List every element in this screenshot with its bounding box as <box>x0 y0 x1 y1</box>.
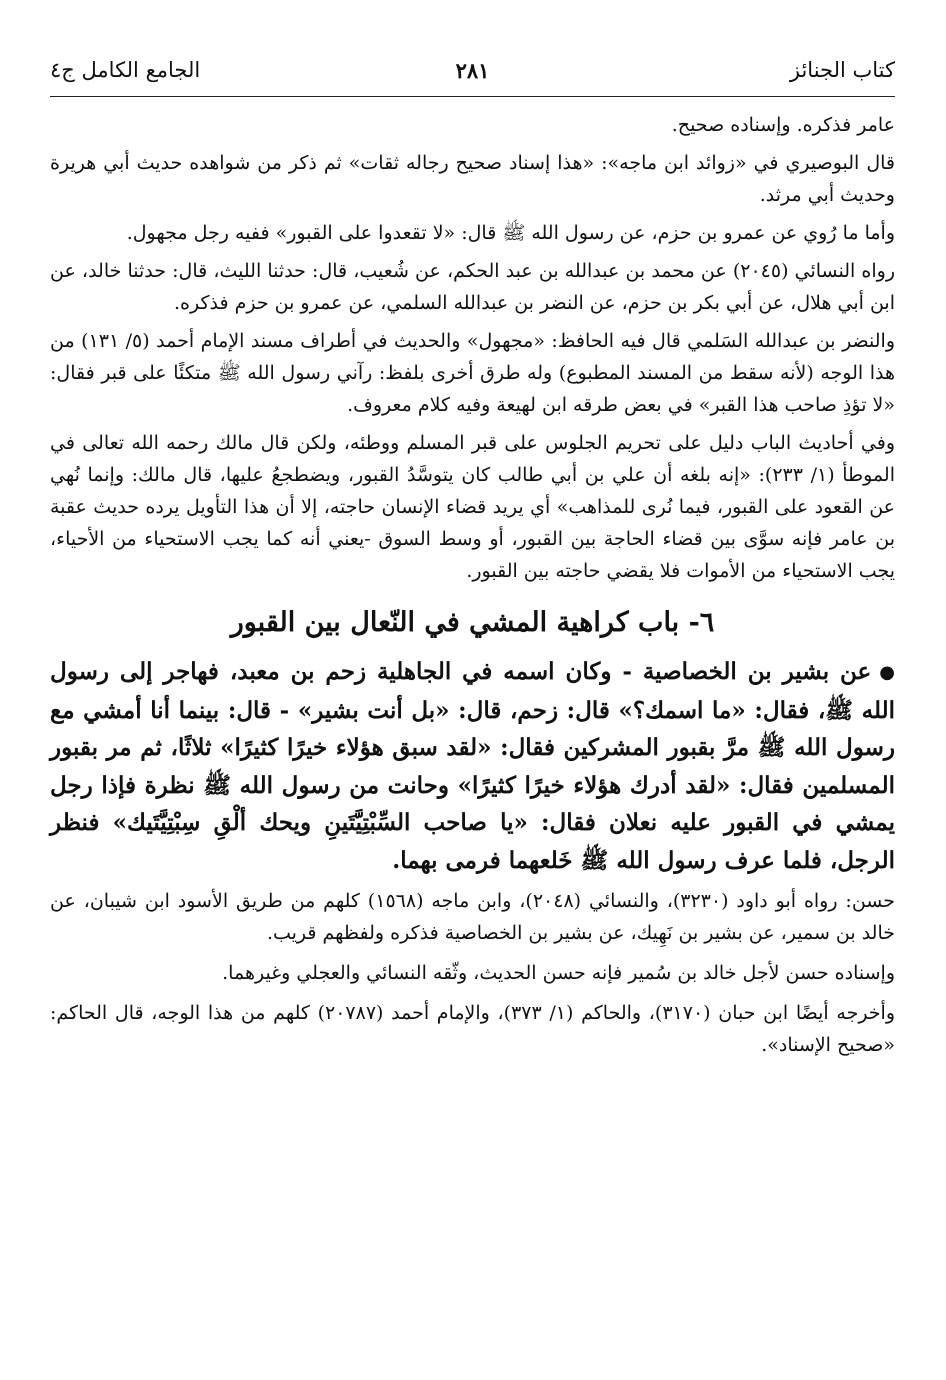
main-hadith <box>50 653 895 879</box>
paragraph: رواه النسائي (٢٠٤٥) عن محمد بن عبدالله بن عبد الحكم، عن شُعيب، قال: حدثنا الليث، قال: حدثنا خالد، عن ابن أبي هلال، عن أبي بكر بن حزم، عن النضر بن عبدالله السلمي، عن عمرو بن حزم فذكره. <box>50 260 895 314</box>
takhrij-paragraph: وإسناده حسن لأجل خالد بن سُمير فإنه حسن الحديث، وثّقه النسائي والعجلي وغيرهما. <box>222 962 895 985</box>
paragraph: والنضر بن عبدالله السَلمي قال فيه الحافظ: «مجهول» والحديث في أطراف مسند الإمام أحمد (٥/ ١٣١) من هذا الوجه (لأنه سقط من المسند المطبوع) وله طرق أخرى بلفظ: رآني رسول الله ﷺ متكئًا على قبر فقال: «لا تؤذِ صاحب هذا القبر» في بعض طرقه ابن لهيعة وفيه كلام معروف. <box>50 330 895 416</box>
takhrij-paragraph: حسن: رواه أبو داود (٣٢٣٠)، والنسائي (٢٠٤٨)، وابن ماجه (١٥٦٨) كلهم من طريق الأسود ابن شيبان، عن خالد بن سمير، عن بشير بن نَهِيك، عن بشير بن الخصاصية فذكره ولفظهم قريب. <box>50 890 895 945</box>
paragraph: قال البوصيري في «زوائد ابن ماجه»: «هذا إسناد صحيح رجاله ثقات» ثم ذكر من شواهده حديث أبي هريرة وحديث أبي مرثد. <box>50 152 895 206</box>
page-number: ٢٨١ <box>455 58 490 83</box>
bullet-icon: ● <box>879 662 895 684</box>
takhrij-paragraph: وأخرجه أيضًا ابن حبان (٣١٧٠)، والحاكم (١/ ٣٧٣)، والإمام أحمد (٢٠٧٨٧) كلهم من هذا الوجه، قال الحاكم: «صحيح الإسناد». <box>50 1002 896 1057</box>
paragraph: عامر فذكره. وإسناده صحيح. <box>671 114 895 136</box>
chapter-title: كتاب الجنائز <box>789 58 895 82</box>
section-heading: ٦- باب كراهية المشي في النّعال بين القبور <box>230 607 715 638</box>
page-header <box>50 48 895 97</box>
paragraph: وفي أحاديث الباب دليل على تحريم الجلوس على قبر المسلم ووطئه، ولكن قال مالك رحمه الله تعالى في الموطأ (١/ ٢٣٣): «إنه بلغه أن علي بن أبي طالب كان يتوسَّدُ القبور، ويضطجعُ عليها، قال مالك: وإنما نُهي عن القعود على القبور، فيما نُرى للمذاهب» أي يريد قضاء الإنسان حاجته، إلا أن هذا التأويل يرده حديث عقبة بن عامر فإنه سوَّى بين قضاء الحاجة بين القبور، أو وسط السوق -يعني أنه كما يجب الاستحياء من الأحياء، يجب الاستحياء من الأموات فلا يقضي حاجته بين القبور. <box>50 432 895 582</box>
book-title: الجامع الكامل ج٤ <box>50 58 201 82</box>
book-page <box>50 48 895 1069</box>
page-content <box>50 109 895 1061</box>
paragraph: وأما ما رُوي عن عمرو بن حزم، عن رسول الله ﷺ قال: «لا تقعدوا على القبور» ففيه رجل مجهول. <box>126 222 895 244</box>
main-hadith-text: عن بشير بن الخصاصية - وكان اسمه في الجاهلية زحم بن معبد، فهاجر إلى رسول الله ﷺ، فقال: «ما اسمك؟» قال: زحم، قال: «بل أنت بشير» - قال: بينما أنا أمشي مع رسول الله ﷺ مرَّ بقبور المشركين فقال: «لقد سبق هؤلاء خيرًا كثيرًا» ثلاثًا، ثم مر بقبور المسلمين فقال: «لقد أدرك هؤلاء خيرًا كثيرًا» وحانت من رسول الله ﷺ نظرة فإذا رجل يمشي في القبور عليه نعلان فقال: «يا صاحب السِّبْتِيَّتَينِ ويحك ألْقِ سِبْتِيَّتَيك» فنظر الرجل، فلما عرف رسول الله ﷺ خَلعهما فرمى بهما. <box>50 658 895 874</box>
